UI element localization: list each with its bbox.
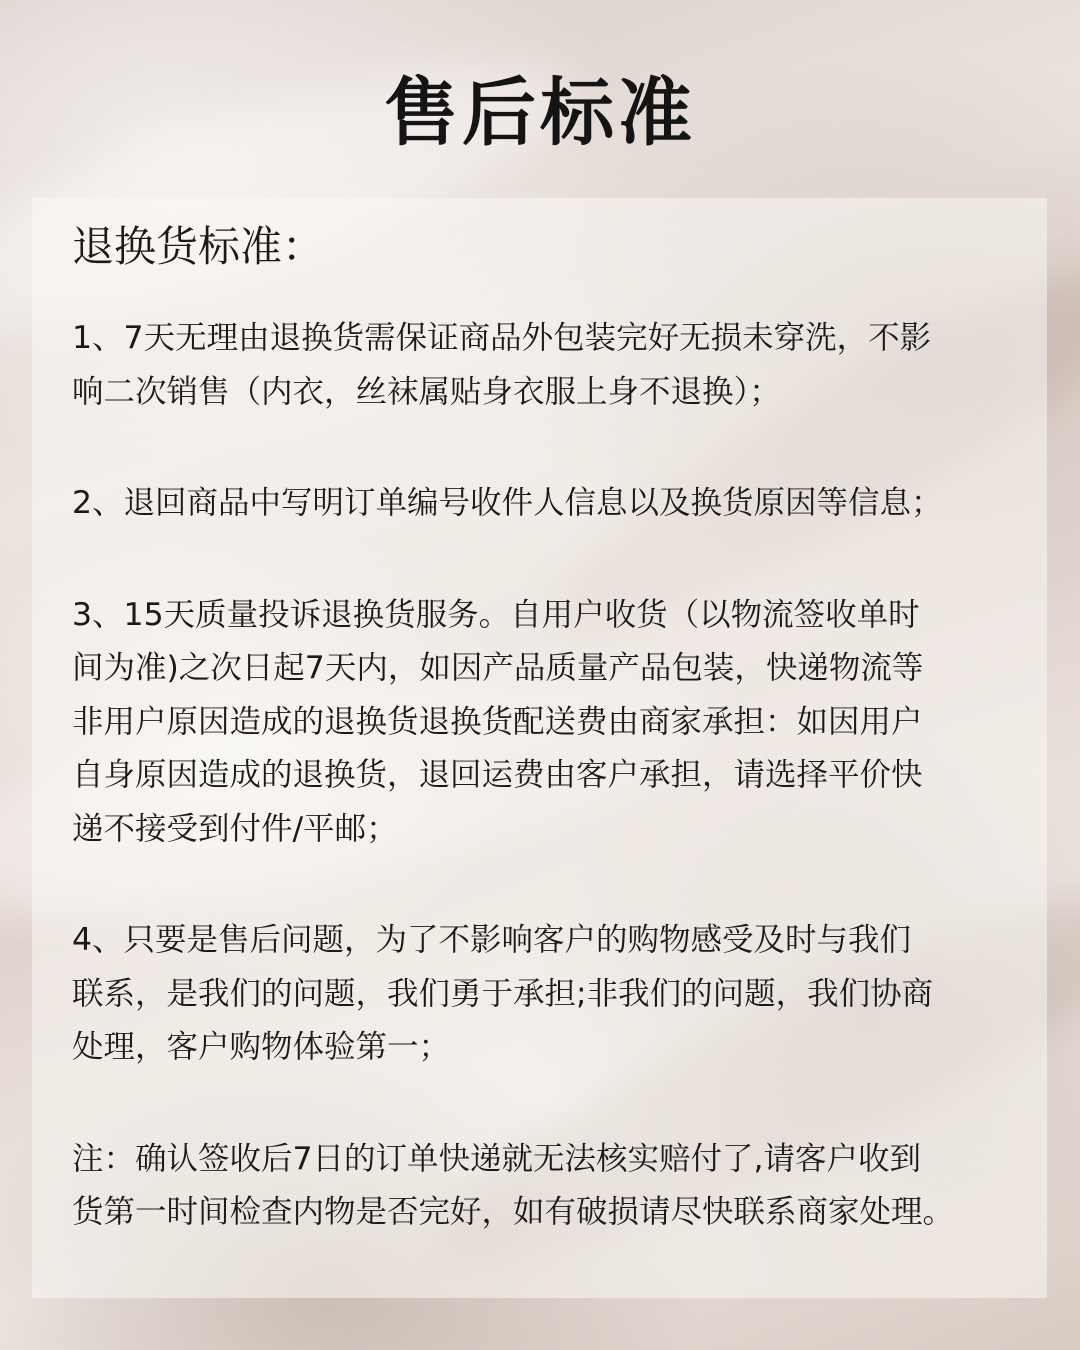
rule-line: 处理，客户购物体验第一； [72,1029,451,1065]
note-line: 注：确认签收后7日的订单快递就无法核实赔付了,请客户收到 [72,1140,922,1177]
rule-line: 非用户原因造成的退换货退换货配送费由商家承担：如因用户 [72,703,923,740]
rule-line: 2、退回商品中写明订单编号收件人信息以及换货原因等信息； [72,485,943,521]
rule-line: 响二次销售（内衣，丝袜属贴身衣服上身不退换）； [72,373,781,410]
rule-2 [72,477,1022,531]
page-title: 售后标准 [384,70,696,156]
rule-line: 联系，是我们的问题，我们勇于承担;非我们的问题，我们协商 [72,975,934,1012]
rule-line: 4、只要是售后问题，为了不影响客户的购物感受及时与我们 [72,922,912,958]
rule-line: 递不接受到付件/平邮； [72,810,398,847]
note [72,1133,1022,1240]
rule-line: 1、7天无理由退换货需保证商品外包装完好无损未穿洗，不影 [72,320,932,356]
policy-content [72,212,1022,1240]
rule-3 [72,589,1022,857]
note-line: 货第一时间检查内物是否完好，如有破损请尽快联系商家处理。 [72,1194,955,1230]
rule-1 [72,312,1022,419]
rule-line: 自身原因造成的退换货，退回运费由客户承担，请选择平价快 [72,757,923,793]
rule-line: 间为准)之次日起7天内，如因产品质量产品包装，快递物流等 [72,650,924,686]
rule-4 [72,914,1022,1075]
rule-line: 3、15天质量投诉退换货服务。自用户收货（以物流签收单时 [72,596,920,633]
section-heading: 退换货标准： [72,222,325,271]
